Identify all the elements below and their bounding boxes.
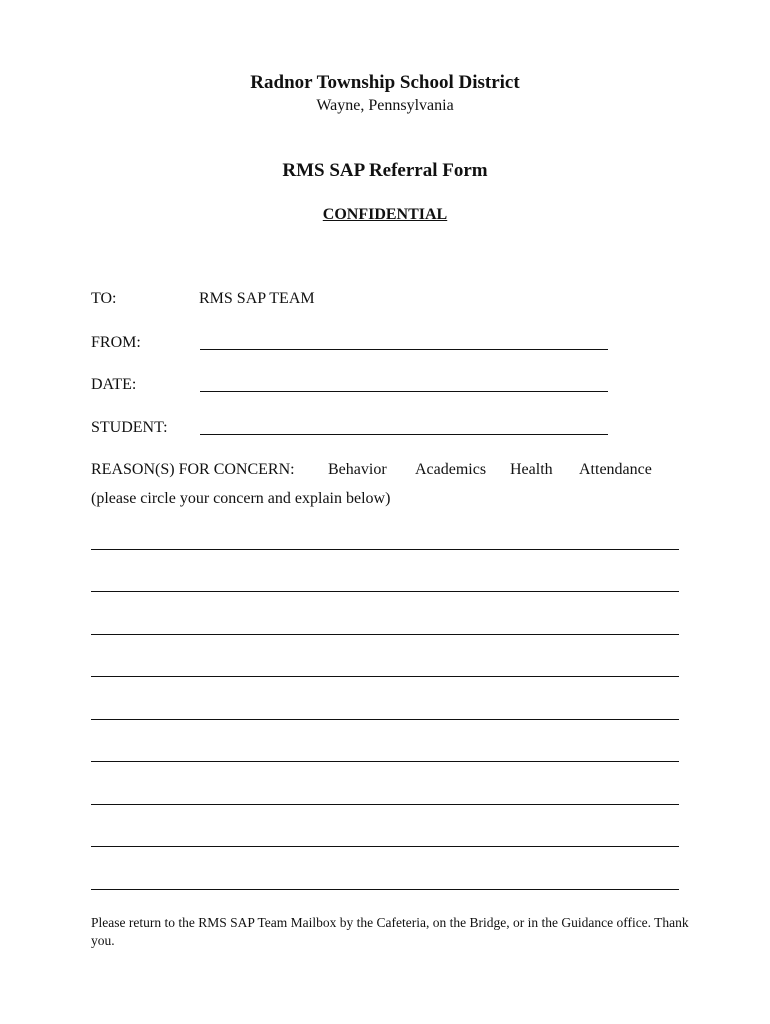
option-attendance[interactable]: Attendance	[579, 461, 652, 478]
return-instructions: Please return to the RMS SAP Team Mailbox by the Cafeteria, on the Bridge, or in the Guidance office. Thank you.	[91, 915, 689, 948]
form-title: RMS SAP Referral Form	[282, 160, 488, 181]
explanation-line[interactable]	[91, 761, 679, 762]
explanation-line[interactable]	[91, 591, 679, 592]
from-field[interactable]	[200, 349, 608, 350]
confidential-label: CONFIDENTIAL	[322, 206, 448, 223]
district-location: Wayne, Pennsylvania	[316, 97, 454, 114]
explanation-line[interactable]	[91, 804, 679, 805]
reason-label: REASON(S) FOR CONCERN:	[91, 461, 295, 478]
date-label: DATE:	[91, 376, 137, 393]
explanation-line[interactable]	[91, 846, 679, 847]
date-field[interactable]	[200, 391, 608, 392]
explanation-line[interactable]	[91, 719, 679, 720]
to-value: RMS SAP TEAM	[199, 290, 315, 307]
student-label: STUDENT:	[91, 419, 168, 436]
option-behavior[interactable]: Behavior	[328, 461, 387, 478]
district-name: Radnor Township School District	[250, 72, 520, 93]
explanation-line[interactable]	[91, 889, 679, 890]
explanation-line[interactable]	[91, 549, 679, 550]
student-field[interactable]	[200, 434, 608, 435]
from-label: FROM:	[91, 334, 141, 351]
reason-hint: (please circle your concern and explain below)	[91, 490, 391, 507]
explanation-line[interactable]	[91, 676, 679, 677]
option-health[interactable]: Health	[510, 461, 553, 478]
to-label: TO:	[91, 290, 117, 307]
option-academics[interactable]: Academics	[415, 461, 487, 478]
explanation-line[interactable]	[91, 634, 679, 635]
